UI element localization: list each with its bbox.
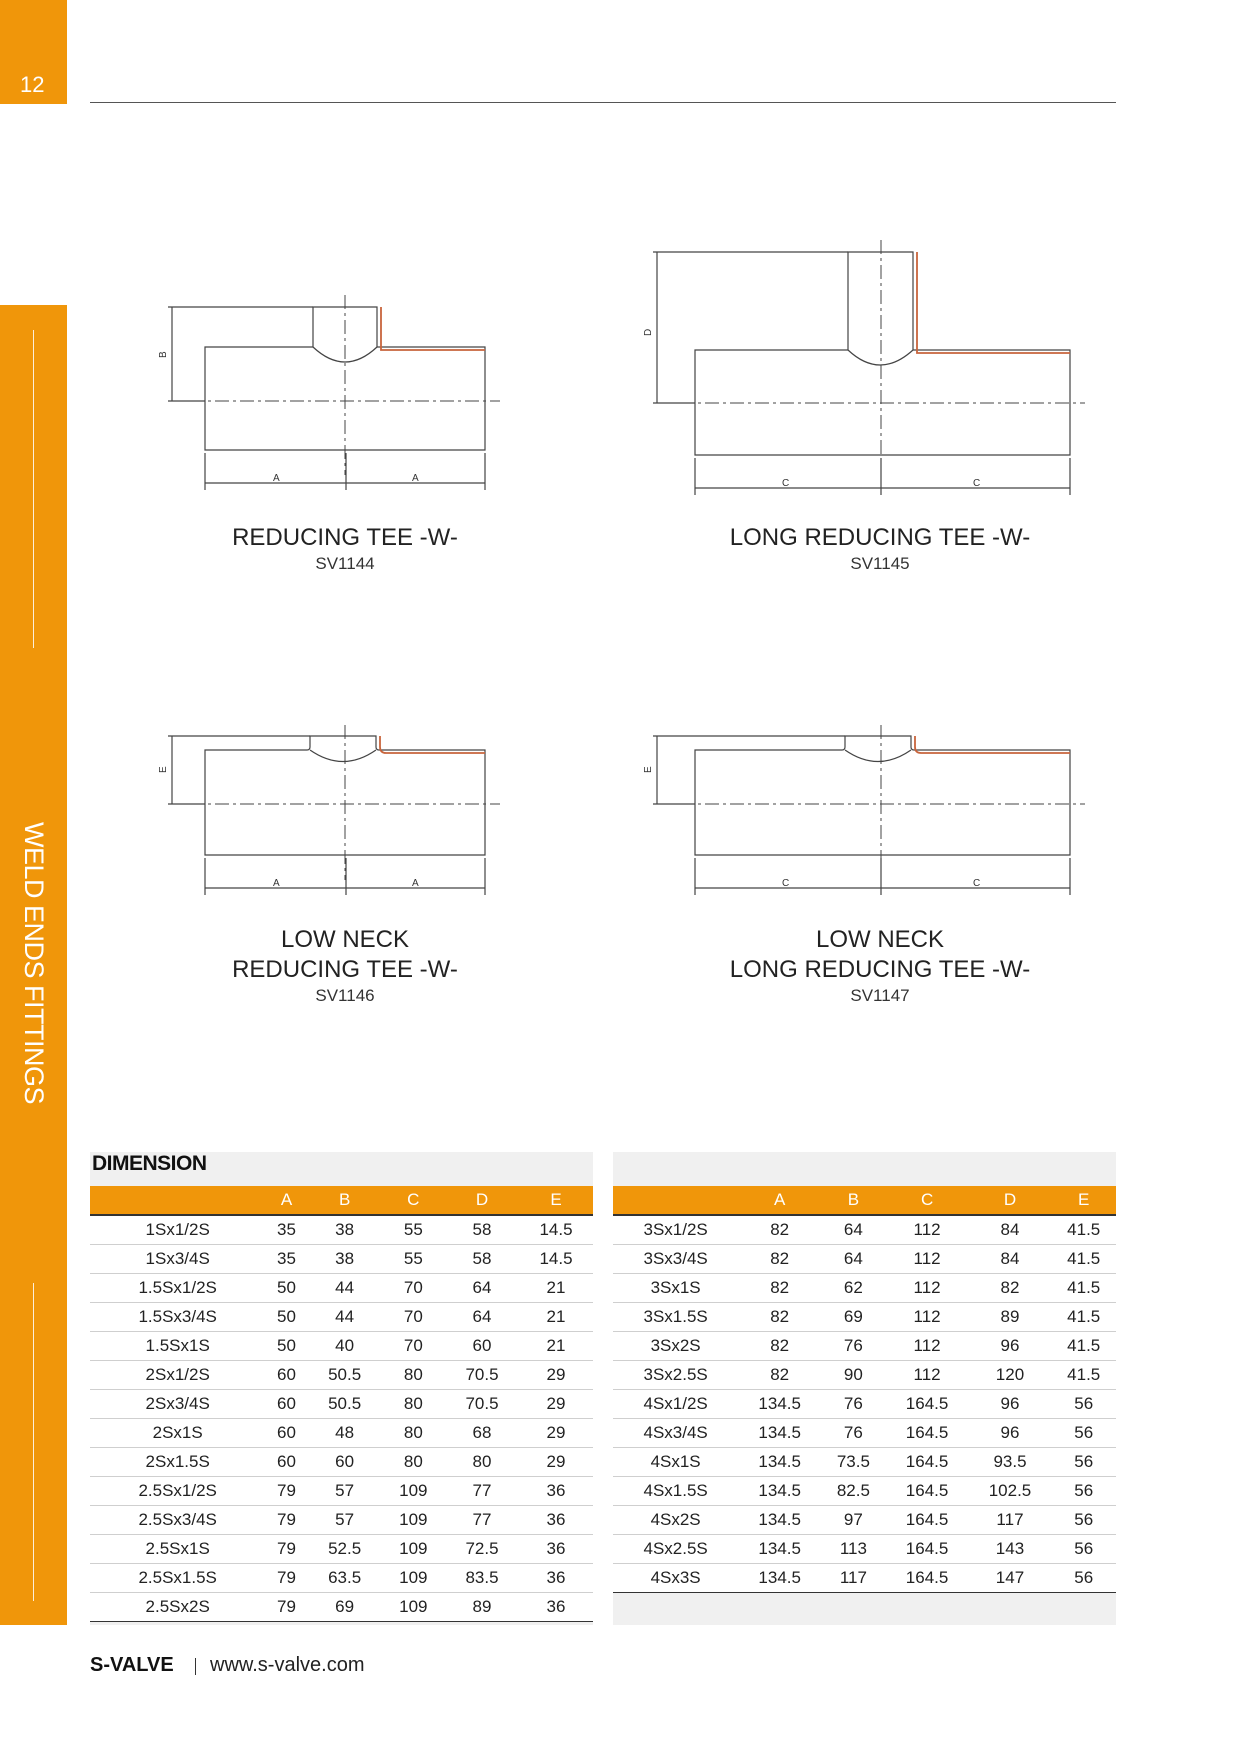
value-cell: 82 bbox=[738, 1215, 821, 1245]
table-row bbox=[90, 1274, 593, 1303]
value-cell: 79 bbox=[265, 1593, 307, 1622]
table-row bbox=[613, 1419, 1116, 1448]
size-cell: 3Sx2.5S bbox=[613, 1361, 738, 1390]
value-cell: 56 bbox=[1051, 1506, 1116, 1535]
value-cell: 80 bbox=[382, 1448, 445, 1477]
table-row bbox=[613, 1448, 1116, 1477]
dim-label-c-left: C bbox=[782, 878, 790, 889]
value-cell: 134.5 bbox=[738, 1477, 821, 1506]
value-cell: 58 bbox=[445, 1245, 519, 1274]
size-cell: 4Sx2S bbox=[613, 1506, 738, 1535]
size-cell: 2Sx1.5S bbox=[90, 1448, 265, 1477]
value-cell: 60 bbox=[265, 1361, 307, 1390]
value-cell: 82 bbox=[738, 1245, 821, 1274]
product-title-line1: LOW NECK bbox=[280, 926, 409, 953]
value-cell: 112 bbox=[886, 1303, 969, 1332]
size-cell: 4Sx1.5S bbox=[613, 1477, 738, 1506]
value-cell: 38 bbox=[308, 1245, 382, 1274]
value-cell: 29 bbox=[519, 1390, 593, 1419]
value-cell: 80 bbox=[382, 1390, 445, 1419]
table-row bbox=[613, 1303, 1116, 1332]
value-cell: 56 bbox=[1051, 1535, 1116, 1564]
size-cell: 3Sx1S bbox=[613, 1274, 738, 1303]
value-cell: 64 bbox=[821, 1245, 885, 1274]
value-cell: 63.5 bbox=[308, 1564, 382, 1593]
value-cell: 80 bbox=[382, 1361, 445, 1390]
value-cell: 69 bbox=[308, 1593, 382, 1622]
value-cell: 97 bbox=[821, 1506, 885, 1535]
product-code: SV1146 bbox=[315, 986, 375, 1005]
value-cell: 102.5 bbox=[969, 1477, 1052, 1506]
column-header-e: E bbox=[1051, 1186, 1116, 1215]
section-title: WELD ENDS FITTINGS bbox=[19, 822, 49, 1105]
table-row bbox=[613, 1535, 1116, 1564]
value-cell: 21 bbox=[519, 1303, 593, 1332]
value-cell: 41.5 bbox=[1051, 1361, 1116, 1390]
size-cell: 3Sx1/2S bbox=[613, 1215, 738, 1245]
value-cell: 69 bbox=[821, 1303, 885, 1332]
value-cell: 164.5 bbox=[886, 1390, 969, 1419]
value-cell: 41.5 bbox=[1051, 1215, 1116, 1245]
page-number-tab bbox=[0, 0, 67, 104]
value-cell: 64 bbox=[445, 1303, 519, 1332]
side-divider-top bbox=[33, 330, 34, 648]
size-cell: 4Sx2.5S bbox=[613, 1535, 738, 1564]
value-cell: 50.5 bbox=[308, 1361, 382, 1390]
size-cell: 2.5Sx1.5S bbox=[90, 1564, 265, 1593]
drawing-low-neck-reducing-tee bbox=[160, 725, 500, 900]
value-cell: 70 bbox=[382, 1274, 445, 1303]
dim-label-c-right: C bbox=[973, 878, 981, 889]
value-cell: 164.5 bbox=[886, 1419, 969, 1448]
size-cell: 1Sx1/2S bbox=[90, 1215, 265, 1245]
value-cell: 82 bbox=[738, 1303, 821, 1332]
table-row bbox=[90, 1332, 593, 1361]
value-cell: 134.5 bbox=[738, 1390, 821, 1419]
caption-low-neck-long-reducing-tee bbox=[700, 925, 1060, 1007]
table-row bbox=[90, 1448, 593, 1477]
value-cell: 109 bbox=[382, 1535, 445, 1564]
footer-brand: S-VALVE bbox=[90, 1654, 174, 1676]
value-cell: 82.5 bbox=[821, 1477, 885, 1506]
value-cell: 79 bbox=[265, 1477, 307, 1506]
value-cell: 14.5 bbox=[519, 1215, 593, 1245]
drawing-low-neck-long-reducing-tee bbox=[645, 725, 1095, 900]
product-title-line1: LOW NECK bbox=[815, 926, 944, 953]
value-cell: 109 bbox=[382, 1564, 445, 1593]
value-cell: 112 bbox=[886, 1361, 969, 1390]
value-cell: 57 bbox=[308, 1506, 382, 1535]
value-cell: 56 bbox=[1051, 1419, 1116, 1448]
size-cell: 1.5Sx3/4S bbox=[90, 1303, 265, 1332]
dim-label-e: E bbox=[158, 766, 169, 773]
value-cell: 41.5 bbox=[1051, 1274, 1116, 1303]
value-cell: 62 bbox=[821, 1274, 885, 1303]
value-cell: 35 bbox=[265, 1215, 307, 1245]
column-header-a: A bbox=[265, 1186, 307, 1215]
value-cell: 55 bbox=[382, 1245, 445, 1274]
value-cell: 109 bbox=[382, 1506, 445, 1535]
value-cell: 82 bbox=[738, 1361, 821, 1390]
table-row bbox=[613, 1215, 1116, 1245]
product-code: SV1147 bbox=[850, 986, 910, 1005]
column-header-b: B bbox=[308, 1186, 382, 1215]
value-cell: 72.5 bbox=[445, 1535, 519, 1564]
value-cell: 82 bbox=[738, 1274, 821, 1303]
table-row bbox=[613, 1506, 1116, 1535]
value-cell: 93.5 bbox=[969, 1448, 1052, 1477]
table-row bbox=[613, 1477, 1116, 1506]
value-cell: 73.5 bbox=[821, 1448, 885, 1477]
value-cell: 164.5 bbox=[886, 1506, 969, 1535]
table-row bbox=[613, 1245, 1116, 1274]
footer-url[interactable]: www.s-valve.com bbox=[210, 1654, 365, 1676]
size-cell: 2.5Sx3/4S bbox=[90, 1506, 265, 1535]
value-cell: 113 bbox=[821, 1535, 885, 1564]
value-cell: 58 bbox=[445, 1215, 519, 1245]
value-cell: 48 bbox=[308, 1419, 382, 1448]
dimension-table-right bbox=[613, 1186, 1116, 1593]
drawing-long-reducing-tee bbox=[645, 240, 1095, 500]
size-cell: 3Sx2S bbox=[613, 1332, 738, 1361]
product-title: REDUCING TEE -W- bbox=[232, 524, 458, 551]
value-cell: 77 bbox=[445, 1477, 519, 1506]
value-cell: 40 bbox=[308, 1332, 382, 1361]
value-cell: 117 bbox=[821, 1564, 885, 1593]
size-cell: 4Sx3/4S bbox=[613, 1419, 738, 1448]
product-title: LONG REDUCING TEE -W- bbox=[729, 524, 1031, 551]
size-cell: 1.5Sx1/2S bbox=[90, 1274, 265, 1303]
size-cell: 3Sx1.5S bbox=[613, 1303, 738, 1332]
value-cell: 77 bbox=[445, 1506, 519, 1535]
product-code: SV1145 bbox=[850, 554, 910, 573]
value-cell: 96 bbox=[969, 1419, 1052, 1448]
table-row bbox=[90, 1215, 593, 1245]
value-cell: 109 bbox=[382, 1593, 445, 1622]
value-cell: 44 bbox=[308, 1303, 382, 1332]
dim-label-e: E bbox=[643, 766, 654, 773]
value-cell: 143 bbox=[969, 1535, 1052, 1564]
value-cell: 60 bbox=[265, 1419, 307, 1448]
value-cell: 80 bbox=[382, 1419, 445, 1448]
size-cell: 2.5Sx1S bbox=[90, 1535, 265, 1564]
table-row bbox=[90, 1477, 593, 1506]
value-cell: 29 bbox=[519, 1448, 593, 1477]
header-rule bbox=[90, 102, 1116, 103]
table-row bbox=[613, 1390, 1116, 1419]
table-row bbox=[90, 1506, 593, 1535]
value-cell: 70 bbox=[382, 1303, 445, 1332]
column-header-c: C bbox=[382, 1186, 445, 1215]
value-cell: 60 bbox=[308, 1448, 382, 1477]
value-cell: 57 bbox=[308, 1477, 382, 1506]
value-cell: 38 bbox=[308, 1215, 382, 1245]
column-header-d: D bbox=[445, 1186, 519, 1215]
value-cell: 60 bbox=[265, 1390, 307, 1419]
table-header-row bbox=[90, 1186, 593, 1215]
value-cell: 36 bbox=[519, 1535, 593, 1564]
value-cell: 76 bbox=[821, 1332, 885, 1361]
value-cell: 36 bbox=[519, 1506, 593, 1535]
value-cell: 29 bbox=[519, 1361, 593, 1390]
product-code: SV1144 bbox=[315, 554, 375, 573]
product-title-line2: REDUCING TEE -W- bbox=[232, 956, 458, 983]
dim-label-b: B bbox=[158, 351, 169, 358]
value-cell: 68 bbox=[445, 1419, 519, 1448]
value-cell: 52.5 bbox=[308, 1535, 382, 1564]
table-row bbox=[90, 1535, 593, 1564]
dim-label-a-right: A bbox=[412, 878, 419, 889]
value-cell: 79 bbox=[265, 1535, 307, 1564]
value-cell: 56 bbox=[1051, 1477, 1116, 1506]
value-cell: 55 bbox=[382, 1215, 445, 1245]
value-cell: 21 bbox=[519, 1274, 593, 1303]
value-cell: 96 bbox=[969, 1332, 1052, 1361]
value-cell: 96 bbox=[969, 1390, 1052, 1419]
size-cell: 1.5Sx1S bbox=[90, 1332, 265, 1361]
value-cell: 50 bbox=[265, 1303, 307, 1332]
caption-low-neck-reducing-tee bbox=[165, 925, 525, 1007]
column-header-e: E bbox=[519, 1186, 593, 1215]
value-cell: 134.5 bbox=[738, 1448, 821, 1477]
value-cell: 60 bbox=[445, 1332, 519, 1361]
size-cell: 4Sx3S bbox=[613, 1564, 738, 1593]
value-cell: 147 bbox=[969, 1564, 1052, 1593]
table-row bbox=[90, 1390, 593, 1419]
value-cell: 29 bbox=[519, 1419, 593, 1448]
size-cell: 2.5Sx1/2S bbox=[90, 1477, 265, 1506]
dim-label-d: D bbox=[643, 328, 654, 336]
value-cell: 56 bbox=[1051, 1390, 1116, 1419]
section-side-band bbox=[0, 305, 67, 1625]
value-cell: 134.5 bbox=[738, 1564, 821, 1593]
value-cell: 84 bbox=[969, 1245, 1052, 1274]
table-row bbox=[613, 1332, 1116, 1361]
value-cell: 36 bbox=[519, 1477, 593, 1506]
column-header-size bbox=[613, 1186, 738, 1215]
value-cell: 76 bbox=[821, 1390, 885, 1419]
size-cell: 1Sx3/4S bbox=[90, 1245, 265, 1274]
value-cell: 41.5 bbox=[1051, 1245, 1116, 1274]
value-cell: 70.5 bbox=[445, 1390, 519, 1419]
size-cell: 2Sx1/2S bbox=[90, 1361, 265, 1390]
table-row bbox=[90, 1593, 593, 1622]
product-title-line2: LONG REDUCING TEE -W- bbox=[729, 956, 1031, 983]
dimension-title: DIMENSION bbox=[92, 1152, 207, 1175]
value-cell: 164.5 bbox=[886, 1564, 969, 1593]
value-cell: 164.5 bbox=[886, 1477, 969, 1506]
value-cell: 50 bbox=[265, 1274, 307, 1303]
column-header-d: D bbox=[969, 1186, 1052, 1215]
value-cell: 79 bbox=[265, 1564, 307, 1593]
column-header-c: C bbox=[886, 1186, 969, 1215]
value-cell: 56 bbox=[1051, 1448, 1116, 1477]
value-cell: 50.5 bbox=[308, 1390, 382, 1419]
value-cell: 70.5 bbox=[445, 1361, 519, 1390]
table-row bbox=[613, 1361, 1116, 1390]
table-row bbox=[90, 1419, 593, 1448]
value-cell: 50 bbox=[265, 1332, 307, 1361]
value-cell: 79 bbox=[265, 1506, 307, 1535]
column-header-b: B bbox=[821, 1186, 885, 1215]
table-row bbox=[613, 1564, 1116, 1593]
dimension-block-right bbox=[613, 1152, 1116, 1625]
value-cell: 89 bbox=[969, 1303, 1052, 1332]
footer-separator bbox=[195, 1658, 196, 1675]
value-cell: 120 bbox=[969, 1361, 1052, 1390]
table-row bbox=[90, 1303, 593, 1332]
value-cell: 89 bbox=[445, 1593, 519, 1622]
value-cell: 134.5 bbox=[738, 1419, 821, 1448]
value-cell: 112 bbox=[886, 1332, 969, 1361]
value-cell: 14.5 bbox=[519, 1245, 593, 1274]
value-cell: 82 bbox=[738, 1332, 821, 1361]
table-row bbox=[613, 1274, 1116, 1303]
value-cell: 35 bbox=[265, 1245, 307, 1274]
dimension-block-left bbox=[90, 1152, 593, 1625]
dim-label-a-left: A bbox=[273, 878, 280, 889]
value-cell: 41.5 bbox=[1051, 1303, 1116, 1332]
value-cell: 64 bbox=[821, 1215, 885, 1245]
value-cell: 84 bbox=[969, 1215, 1052, 1245]
dim-label-a-right: A bbox=[412, 473, 419, 484]
drawing-reducing-tee bbox=[160, 295, 500, 495]
value-cell: 82 bbox=[969, 1274, 1052, 1303]
value-cell: 64 bbox=[445, 1274, 519, 1303]
value-cell: 36 bbox=[519, 1564, 593, 1593]
value-cell: 90 bbox=[821, 1361, 885, 1390]
dim-label-a-left: A bbox=[273, 473, 280, 484]
value-cell: 112 bbox=[886, 1245, 969, 1274]
value-cell: 134.5 bbox=[738, 1535, 821, 1564]
value-cell: 134.5 bbox=[738, 1506, 821, 1535]
size-cell: 2Sx3/4S bbox=[90, 1390, 265, 1419]
value-cell: 112 bbox=[886, 1274, 969, 1303]
caption-long-reducing-tee bbox=[700, 523, 1060, 575]
page-number: 12 bbox=[20, 72, 45, 97]
value-cell: 56 bbox=[1051, 1564, 1116, 1593]
table-row bbox=[90, 1361, 593, 1390]
value-cell: 76 bbox=[821, 1419, 885, 1448]
value-cell: 70 bbox=[382, 1332, 445, 1361]
value-cell: 117 bbox=[969, 1506, 1052, 1535]
size-cell: 3Sx3/4S bbox=[613, 1245, 738, 1274]
dim-label-c-left: C bbox=[782, 478, 790, 489]
value-cell: 112 bbox=[886, 1215, 969, 1245]
size-cell: 4Sx1S bbox=[613, 1448, 738, 1477]
value-cell: 83.5 bbox=[445, 1564, 519, 1593]
value-cell: 164.5 bbox=[886, 1448, 969, 1477]
value-cell: 60 bbox=[265, 1448, 307, 1477]
value-cell: 164.5 bbox=[886, 1535, 969, 1564]
dimension-table-left bbox=[90, 1186, 593, 1622]
size-cell: 2.5Sx2S bbox=[90, 1593, 265, 1622]
column-header-a: A bbox=[738, 1186, 821, 1215]
value-cell: 41.5 bbox=[1051, 1332, 1116, 1361]
table-header-row bbox=[613, 1186, 1116, 1215]
value-cell: 21 bbox=[519, 1332, 593, 1361]
dim-label-c-right: C bbox=[973, 478, 981, 489]
caption-reducing-tee bbox=[165, 523, 525, 575]
side-divider-bottom bbox=[33, 1283, 34, 1601]
value-cell: 44 bbox=[308, 1274, 382, 1303]
size-cell: 2Sx1S bbox=[90, 1419, 265, 1448]
table-row bbox=[90, 1564, 593, 1593]
value-cell: 80 bbox=[445, 1448, 519, 1477]
column-header-size bbox=[90, 1186, 265, 1215]
table-row bbox=[90, 1245, 593, 1274]
value-cell: 109 bbox=[382, 1477, 445, 1506]
size-cell: 4Sx1/2S bbox=[613, 1390, 738, 1419]
value-cell: 36 bbox=[519, 1593, 593, 1622]
